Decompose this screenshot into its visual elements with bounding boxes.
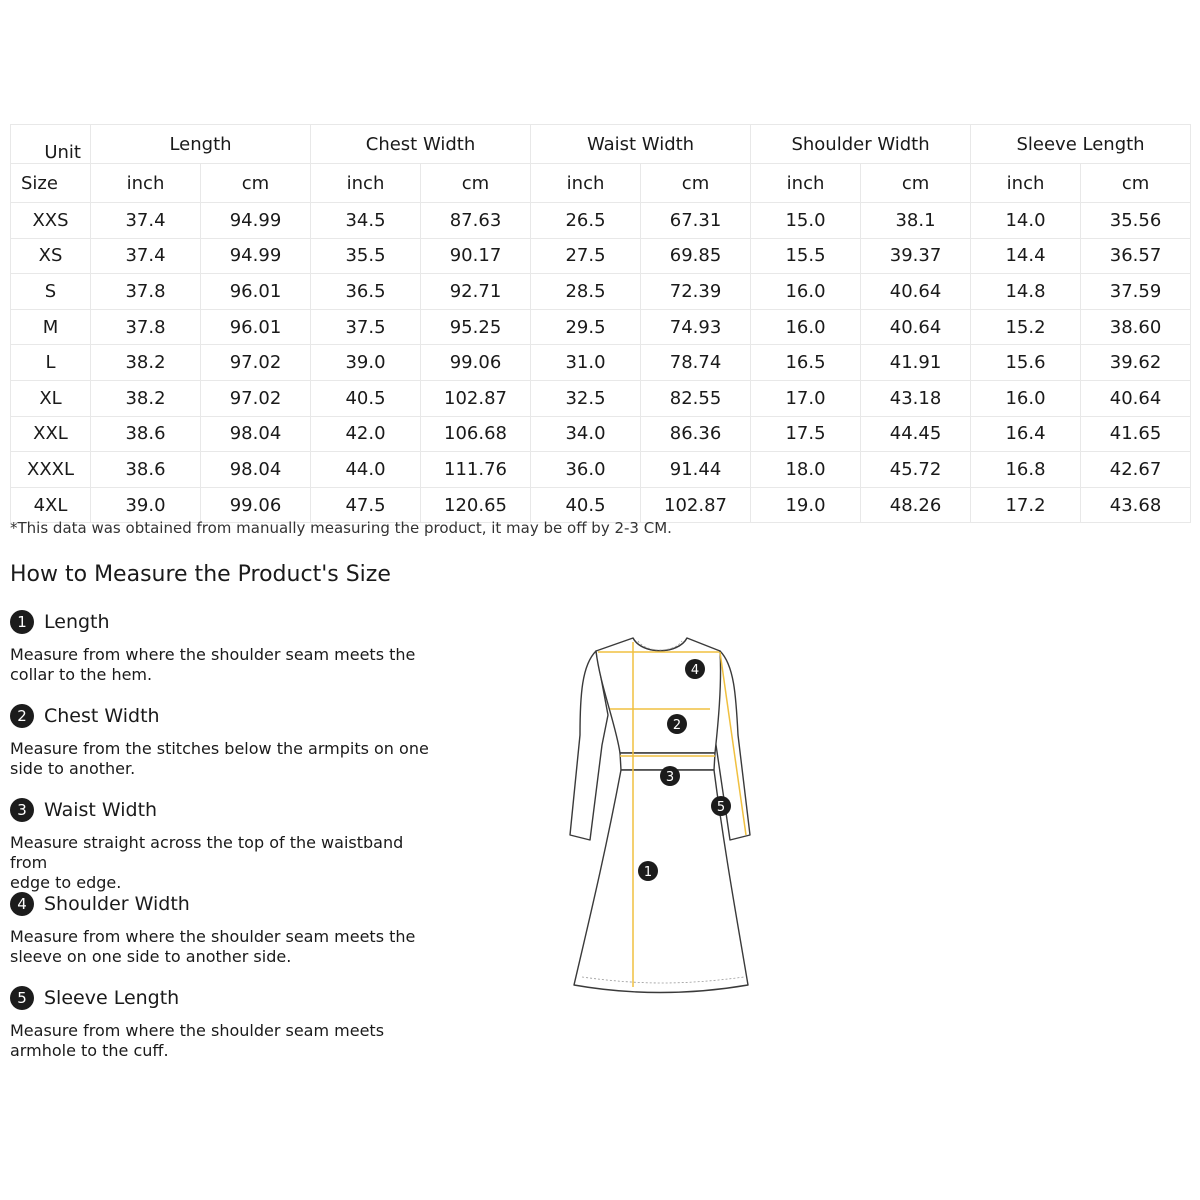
measure-item-shoulder-width	[10, 891, 440, 967]
measure-name: Waist Width	[44, 799, 158, 821]
measure-item-chest-width	[10, 703, 440, 779]
measure-description: Measure from where the shoulder seam meets armhole to the cuff.	[10, 1021, 385, 1060]
value-cell: 99.06	[201, 487, 311, 523]
table-row	[11, 345, 1191, 381]
unit-header: inch	[91, 164, 201, 203]
value-cell: 38.6	[91, 452, 201, 488]
value-cell: 40.64	[861, 309, 971, 345]
value-cell: 39.0	[91, 487, 201, 523]
measure-description: Measure straight across the top of the waistband from edge to edge.	[10, 833, 404, 892]
table-row	[11, 487, 1191, 523]
value-cell: 111.76	[421, 452, 531, 488]
value-cell: 14.4	[971, 238, 1081, 274]
value-cell: 16.4	[971, 416, 1081, 452]
value-cell: 17.0	[751, 380, 861, 416]
number-badge: 3	[10, 798, 34, 822]
value-cell: 96.01	[201, 309, 311, 345]
value-cell: 42.67	[1081, 452, 1191, 488]
value-cell: 39.37	[861, 238, 971, 274]
unit-header: cm	[421, 164, 531, 203]
value-cell: 97.02	[201, 380, 311, 416]
value-cell: 15.2	[971, 309, 1081, 345]
table-row	[11, 309, 1191, 345]
value-cell: 43.18	[861, 380, 971, 416]
value-cell: 17.5	[751, 416, 861, 452]
value-cell: 102.87	[641, 487, 751, 523]
value-cell: 82.55	[641, 380, 751, 416]
value-cell: 36.5	[311, 274, 421, 310]
measurement-disclaimer: *This data was obtained from manually measuring the product, it may be off by 2-3 CM.	[10, 519, 672, 537]
value-cell: 91.44	[641, 452, 751, 488]
size-label: Size	[11, 164, 91, 203]
size-cell: XXL	[11, 416, 91, 452]
size-cell: 4XL	[11, 487, 91, 523]
value-cell: 16.5	[751, 345, 861, 381]
value-cell: 38.6	[91, 416, 201, 452]
marker-3	[660, 766, 680, 786]
value-cell: 94.99	[201, 203, 311, 239]
value-cell: 95.25	[421, 309, 531, 345]
value-cell: 69.85	[641, 238, 751, 274]
value-cell: 16.0	[971, 380, 1081, 416]
size-cell: XS	[11, 238, 91, 274]
value-cell: 40.5	[531, 487, 641, 523]
size-cell: S	[11, 274, 91, 310]
value-cell: 87.63	[421, 203, 531, 239]
value-cell: 40.64	[1081, 380, 1191, 416]
unit-header: inch	[311, 164, 421, 203]
measure-item-length	[10, 609, 440, 685]
size-cell: L	[11, 345, 91, 381]
value-cell: 15.6	[971, 345, 1081, 381]
value-cell: 35.5	[311, 238, 421, 274]
value-cell: 41.91	[861, 345, 971, 381]
unit-header: inch	[751, 164, 861, 203]
size-cell: XL	[11, 380, 91, 416]
measure-item-sleeve-length	[10, 985, 440, 1061]
value-cell: 17.2	[971, 487, 1081, 523]
measure-name: Sleeve Length	[44, 987, 180, 1009]
value-cell: 78.74	[641, 345, 751, 381]
value-cell: 98.04	[201, 416, 311, 452]
group-header-sleeve-length: Sleeve Length	[971, 125, 1191, 164]
value-cell: 41.65	[1081, 416, 1191, 452]
value-cell: 45.72	[861, 452, 971, 488]
marker-5-label: 5	[716, 800, 726, 815]
value-cell: 39.0	[311, 345, 421, 381]
marker-3-label: 3	[665, 770, 675, 785]
value-cell: 86.36	[641, 416, 751, 452]
value-cell: 37.8	[91, 309, 201, 345]
table-row	[11, 452, 1191, 488]
group-header-length: Length	[91, 125, 311, 164]
value-cell: 96.01	[201, 274, 311, 310]
value-cell: 47.5	[311, 487, 421, 523]
group-header-shoulder-width: Shoulder Width	[751, 125, 971, 164]
number-badge: 2	[10, 704, 34, 728]
value-cell: 31.0	[531, 345, 641, 381]
how-to-measure-title: How to Measure the Product's Size	[10, 562, 391, 587]
value-cell: 74.93	[641, 309, 751, 345]
measure-item-waist-width	[10, 797, 440, 893]
value-cell: 34.5	[311, 203, 421, 239]
value-cell: 18.0	[751, 452, 861, 488]
value-cell: 14.0	[971, 203, 1081, 239]
value-cell: 29.5	[531, 309, 641, 345]
value-cell: 38.60	[1081, 309, 1191, 345]
value-cell: 19.0	[751, 487, 861, 523]
value-cell: 37.4	[91, 203, 201, 239]
value-cell: 40.5	[311, 380, 421, 416]
table-group-header-row	[11, 125, 1191, 164]
unit-header: inch	[971, 164, 1081, 203]
value-cell: 44.45	[861, 416, 971, 452]
marker-5	[711, 796, 731, 816]
value-cell: 36.57	[1081, 238, 1191, 274]
measure-name: Chest Width	[44, 705, 160, 727]
measure-description: Measure from where the shoulder seam meets the collar to the hem.	[10, 645, 416, 684]
marker-1	[638, 861, 658, 881]
value-cell: 37.4	[91, 238, 201, 274]
table-unit-header-row	[11, 164, 1191, 203]
number-badge: 4	[10, 892, 34, 916]
value-cell: 26.5	[531, 203, 641, 239]
value-cell: 90.17	[421, 238, 531, 274]
size-cell: M	[11, 309, 91, 345]
value-cell: 48.26	[861, 487, 971, 523]
value-cell: 32.5	[531, 380, 641, 416]
unit-label: Unit	[11, 125, 91, 164]
measure-name: Length	[44, 611, 110, 633]
dress-measurement-diagram	[560, 625, 760, 1000]
value-cell: 43.68	[1081, 487, 1191, 523]
value-cell: 16.8	[971, 452, 1081, 488]
unit-header: cm	[861, 164, 971, 203]
value-cell: 16.0	[751, 309, 861, 345]
value-cell: 37.5	[311, 309, 421, 345]
value-cell: 37.8	[91, 274, 201, 310]
size-chart-table	[10, 124, 1191, 523]
value-cell: 44.0	[311, 452, 421, 488]
measure-description: Measure from where the shoulder seam meets the sleeve on one side to another side.	[10, 927, 416, 966]
marker-4-label: 4	[690, 663, 700, 678]
value-cell: 92.71	[421, 274, 531, 310]
size-cell: XXXL	[11, 452, 91, 488]
value-cell: 14.8	[971, 274, 1081, 310]
value-cell: 16.0	[751, 274, 861, 310]
value-cell: 120.65	[421, 487, 531, 523]
marker-2	[667, 714, 687, 734]
unit-header: inch	[531, 164, 641, 203]
value-cell: 38.2	[91, 380, 201, 416]
value-cell: 40.64	[861, 274, 971, 310]
value-cell: 15.5	[751, 238, 861, 274]
unit-header: cm	[201, 164, 311, 203]
value-cell: 37.59	[1081, 274, 1191, 310]
value-cell: 42.0	[311, 416, 421, 452]
table-row	[11, 274, 1191, 310]
table-row	[11, 203, 1191, 239]
unit-header: cm	[641, 164, 751, 203]
marker-1-label: 1	[643, 865, 653, 880]
unit-header: cm	[1081, 164, 1191, 203]
value-cell: 28.5	[531, 274, 641, 310]
value-cell: 99.06	[421, 345, 531, 381]
value-cell: 39.62	[1081, 345, 1191, 381]
group-header-waist-width: Waist Width	[531, 125, 751, 164]
value-cell: 106.68	[421, 416, 531, 452]
value-cell: 38.2	[91, 345, 201, 381]
value-cell: 15.0	[751, 203, 861, 239]
table-row	[11, 416, 1191, 452]
value-cell: 98.04	[201, 452, 311, 488]
group-header-chest-width: Chest Width	[311, 125, 531, 164]
value-cell: 72.39	[641, 274, 751, 310]
number-badge: 5	[10, 986, 34, 1010]
measure-description: Measure from the stitches below the armpits on one side to another.	[10, 739, 429, 778]
table-row	[11, 380, 1191, 416]
number-badge: 1	[10, 610, 34, 634]
table-row	[11, 238, 1191, 274]
value-cell: 35.56	[1081, 203, 1191, 239]
measure-name: Shoulder Width	[44, 893, 190, 915]
value-cell: 67.31	[641, 203, 751, 239]
value-cell: 27.5	[531, 238, 641, 274]
value-cell: 102.87	[421, 380, 531, 416]
value-cell: 36.0	[531, 452, 641, 488]
size-cell: XXS	[11, 203, 91, 239]
value-cell: 34.0	[531, 416, 641, 452]
value-cell: 97.02	[201, 345, 311, 381]
value-cell: 38.1	[861, 203, 971, 239]
bodice-outline	[596, 638, 721, 753]
value-cell: 94.99	[201, 238, 311, 274]
marker-4	[685, 659, 705, 679]
marker-2-label: 2	[672, 718, 682, 733]
